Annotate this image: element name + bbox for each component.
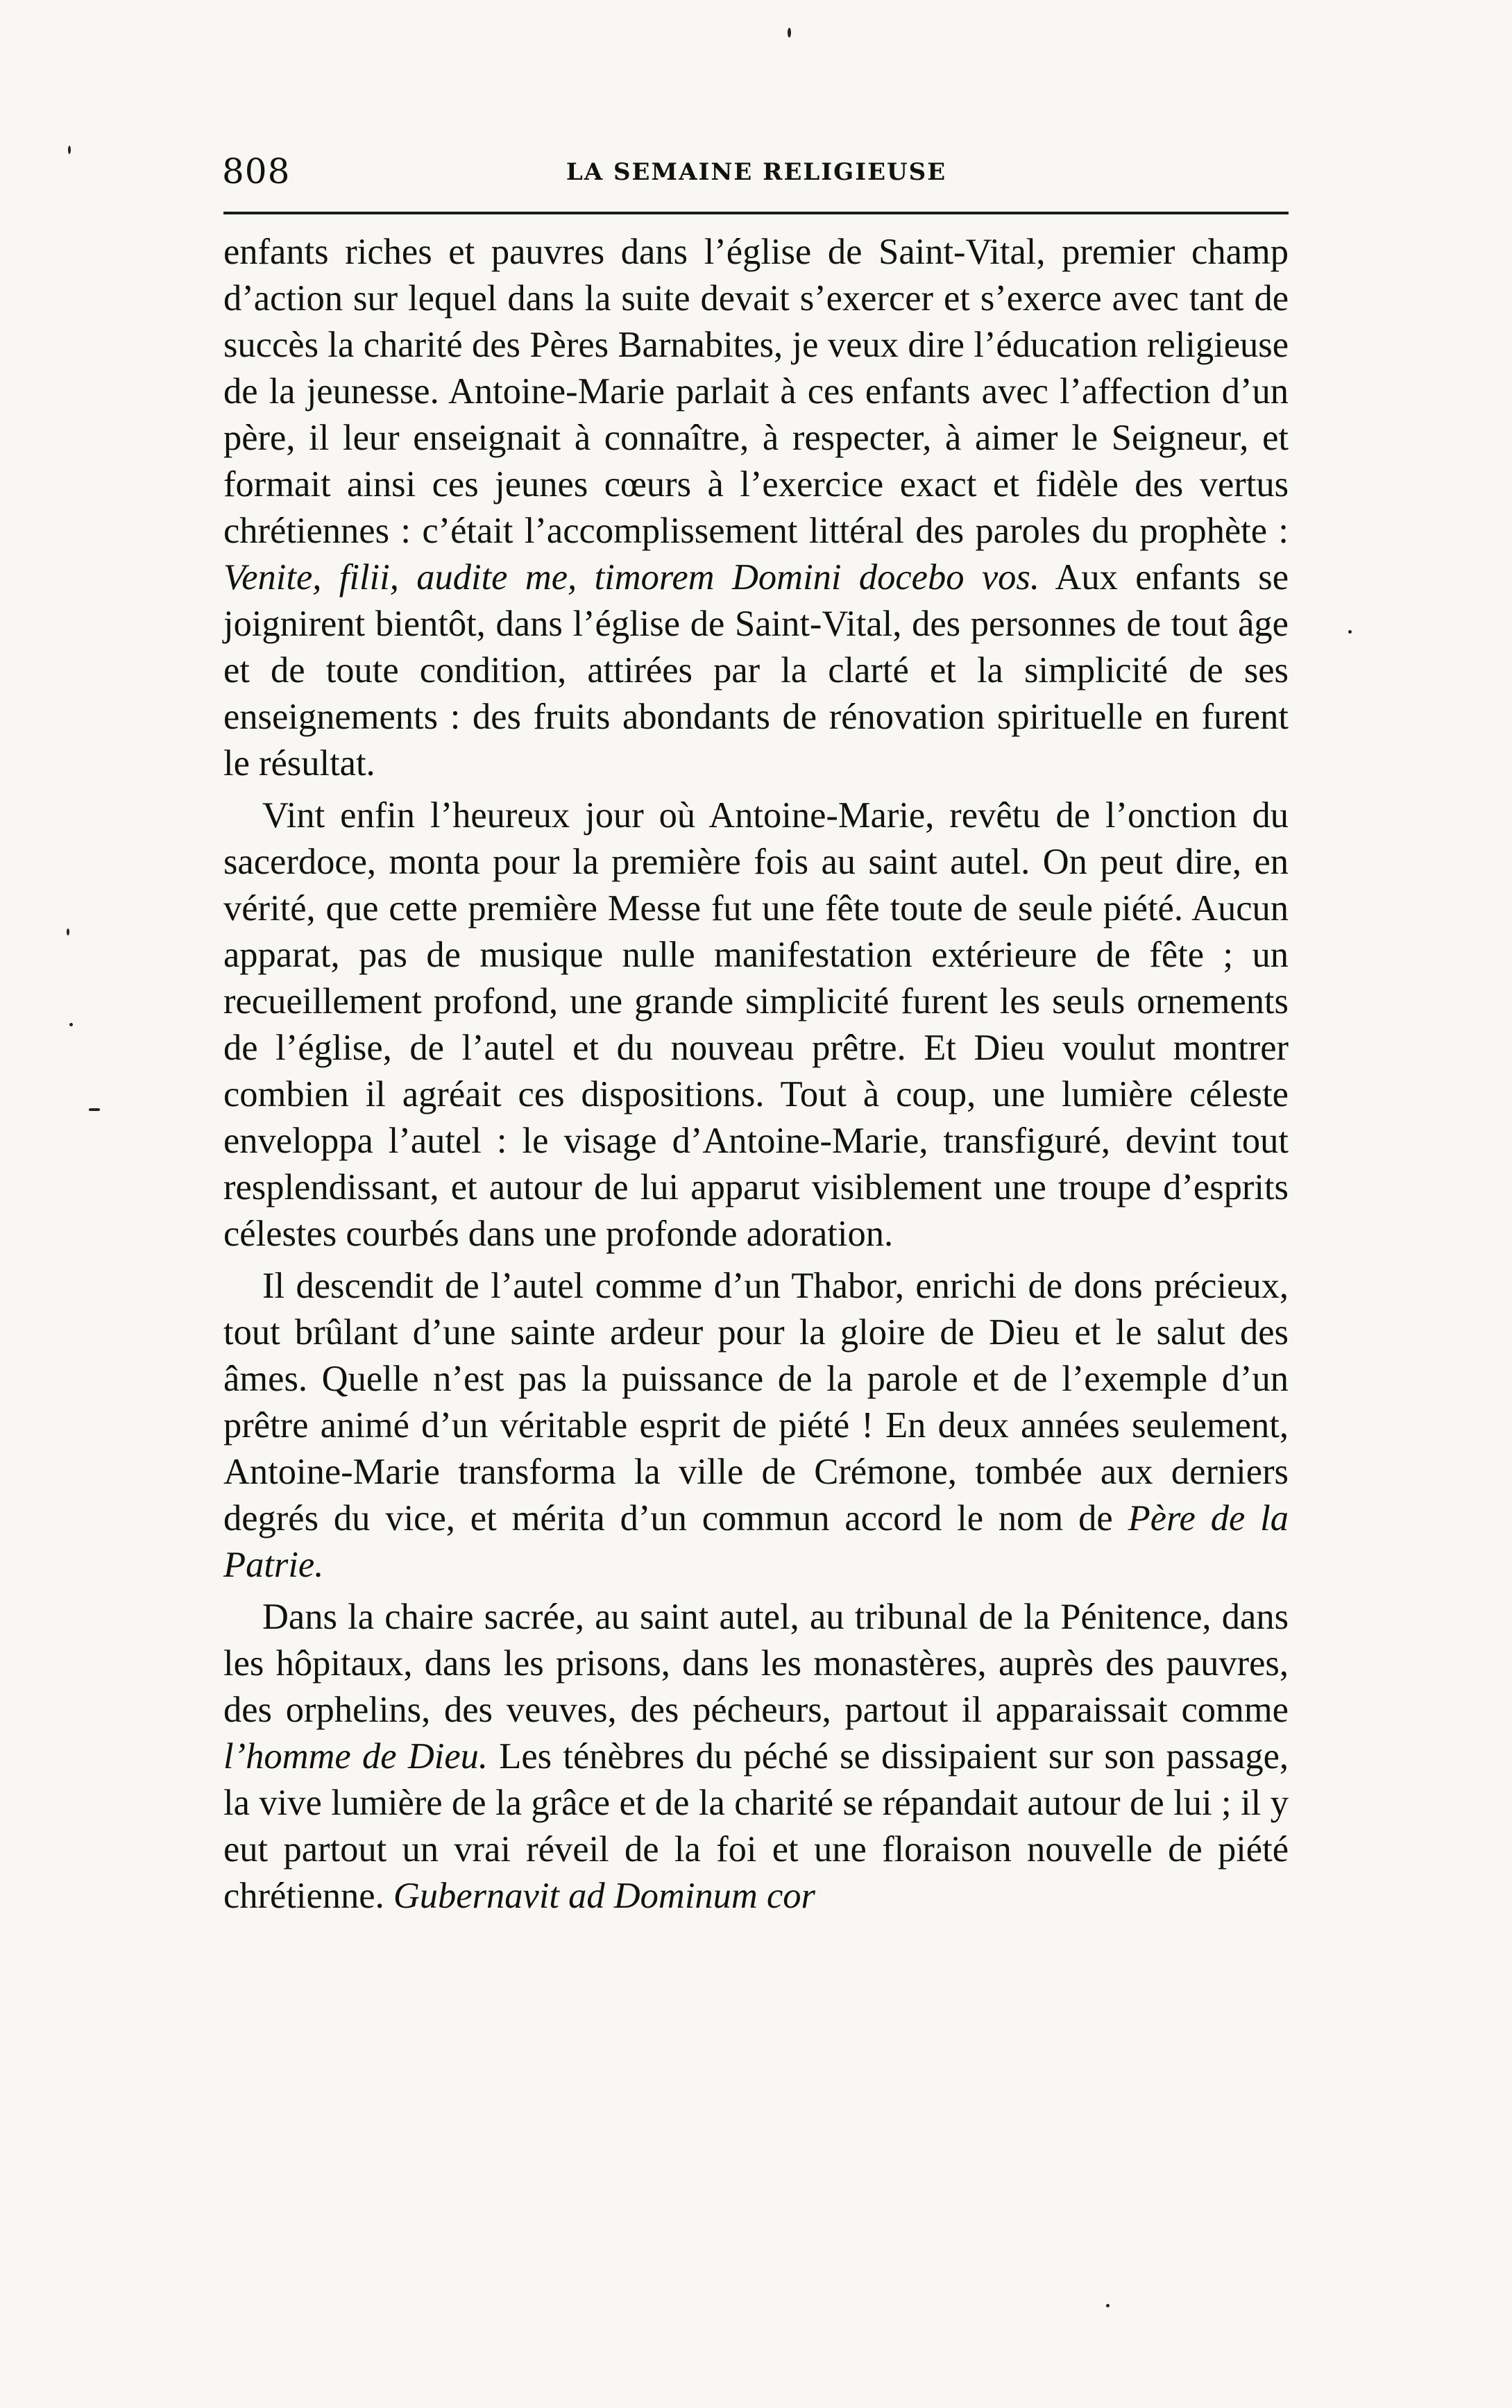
scan-speck bbox=[89, 1108, 100, 1111]
page-number: 808 bbox=[222, 151, 291, 192]
text-run: Dans la chaire sacrée, au saint autel, au tribunal de la Pénitence, dans les hôpitaux, dans les prisons, dans les monastères, auprès des pauvres, des orphelins, des veuves, des pécheurs, partout il apparaissait comme bbox=[223, 1597, 1289, 1730]
body-text bbox=[223, 229, 1289, 1919]
paragraph bbox=[223, 1263, 1289, 1588]
italic-phrase: Père de la Patrie. bbox=[223, 1498, 1289, 1585]
scan-speck bbox=[1106, 2304, 1110, 2307]
header-rule bbox=[223, 212, 1289, 214]
paragraph bbox=[223, 792, 1289, 1257]
scan-speck bbox=[1348, 630, 1352, 634]
text-run: Les ténèbres du péché se dissipaient sur son passage, la vive lumière de la grâce et de la charité se répandait autour de lui ; il y eut partout un vrai réveil de la foi et une floraison nouvelle de piété chrétienne. bbox=[223, 1736, 1289, 1916]
text-run: Il descendit de l’autel comme d’un Thabor, enrichi de dons précieux, tout brûlant d’une sainte ardeur pour la gloire de Dieu et le salut des âmes. Quelle n’est pas la puissance de la parole et de l’exemple d’un prêtre animé d’un véritable esprit de piété ! En deux années seulement, Antoine-Marie transforma la ville de Crémone, tombée aux derniers degrés du vice, et mérita d’un commun accord le nom de bbox=[223, 1266, 1289, 1538]
scan-speck bbox=[788, 28, 791, 37]
text-run: Aux enfants se joignirent bientôt, dans l’église de Saint-Vital, des personnes de tout âge et de toute condition, attirées par la clarté et la simplicité de ses enseignements : des fruits abondants de rénovation spirituelle en furent le résultat. bbox=[223, 557, 1289, 783]
scan-speck bbox=[69, 1023, 73, 1026]
text-run: Vint enfin l’heureux jour où Antoine-Marie, revêtu de l’onction du sacerdoce, monta pour la première fois au saint autel. On peut dire, en vérité, que cette première Messe fut une fête toute de seule piété. Aucun apparat, pas de musique nulle manifestation extérieure de fête ; un recueillement profond, une grande simplicité furent les seuls ornements de l’église, de l’autel et du nouveau prêtre. Et Dieu voulut montrer combien il agréait ces dispositions. Tout à coup, une lumière céleste enveloppa l’autel : le visage d’Antoine-Marie, transfiguré, devint tout resplendissant, et autour de lui apparut visiblement une troupe d’esprits célestes courbés dans une profonde adoration. bbox=[223, 795, 1289, 1254]
scan-speck bbox=[68, 146, 71, 154]
paragraph bbox=[223, 1594, 1289, 1919]
italic-phrase: l’homme de Dieu. bbox=[223, 1736, 489, 1777]
text-run: enfants riches et pauvres dans l’église de Saint-Vital, premier champ d’action sur lequel dans la suite devait s’exercer et s’exerce avec tant de succès la charité des Pères Barnabites, je veux dire l’éducation religieuse de la jeunesse. Antoine-Marie parlait à ces enfants avec l’affection d’un père, il leur enseignait à connaître, à respecter, à aimer le Seigneur, et formait ainsi ces jeunes cœurs à l’exercice exact et fidèle des vertus chrétiennes : c’était l’accomplissement littéral des paroles du prophète : bbox=[223, 232, 1289, 551]
scan-speck bbox=[67, 929, 69, 935]
paragraph bbox=[223, 229, 1289, 787]
page-header bbox=[222, 151, 1291, 200]
italic-phrase: Gubernavit ad Dominum cor bbox=[393, 1876, 815, 1916]
running-title: LA SEMAINE RELIGIEUSE bbox=[566, 158, 947, 186]
italic-phrase: Venite, filii, audite me, timorem Domini docebo vos. bbox=[223, 557, 1039, 597]
